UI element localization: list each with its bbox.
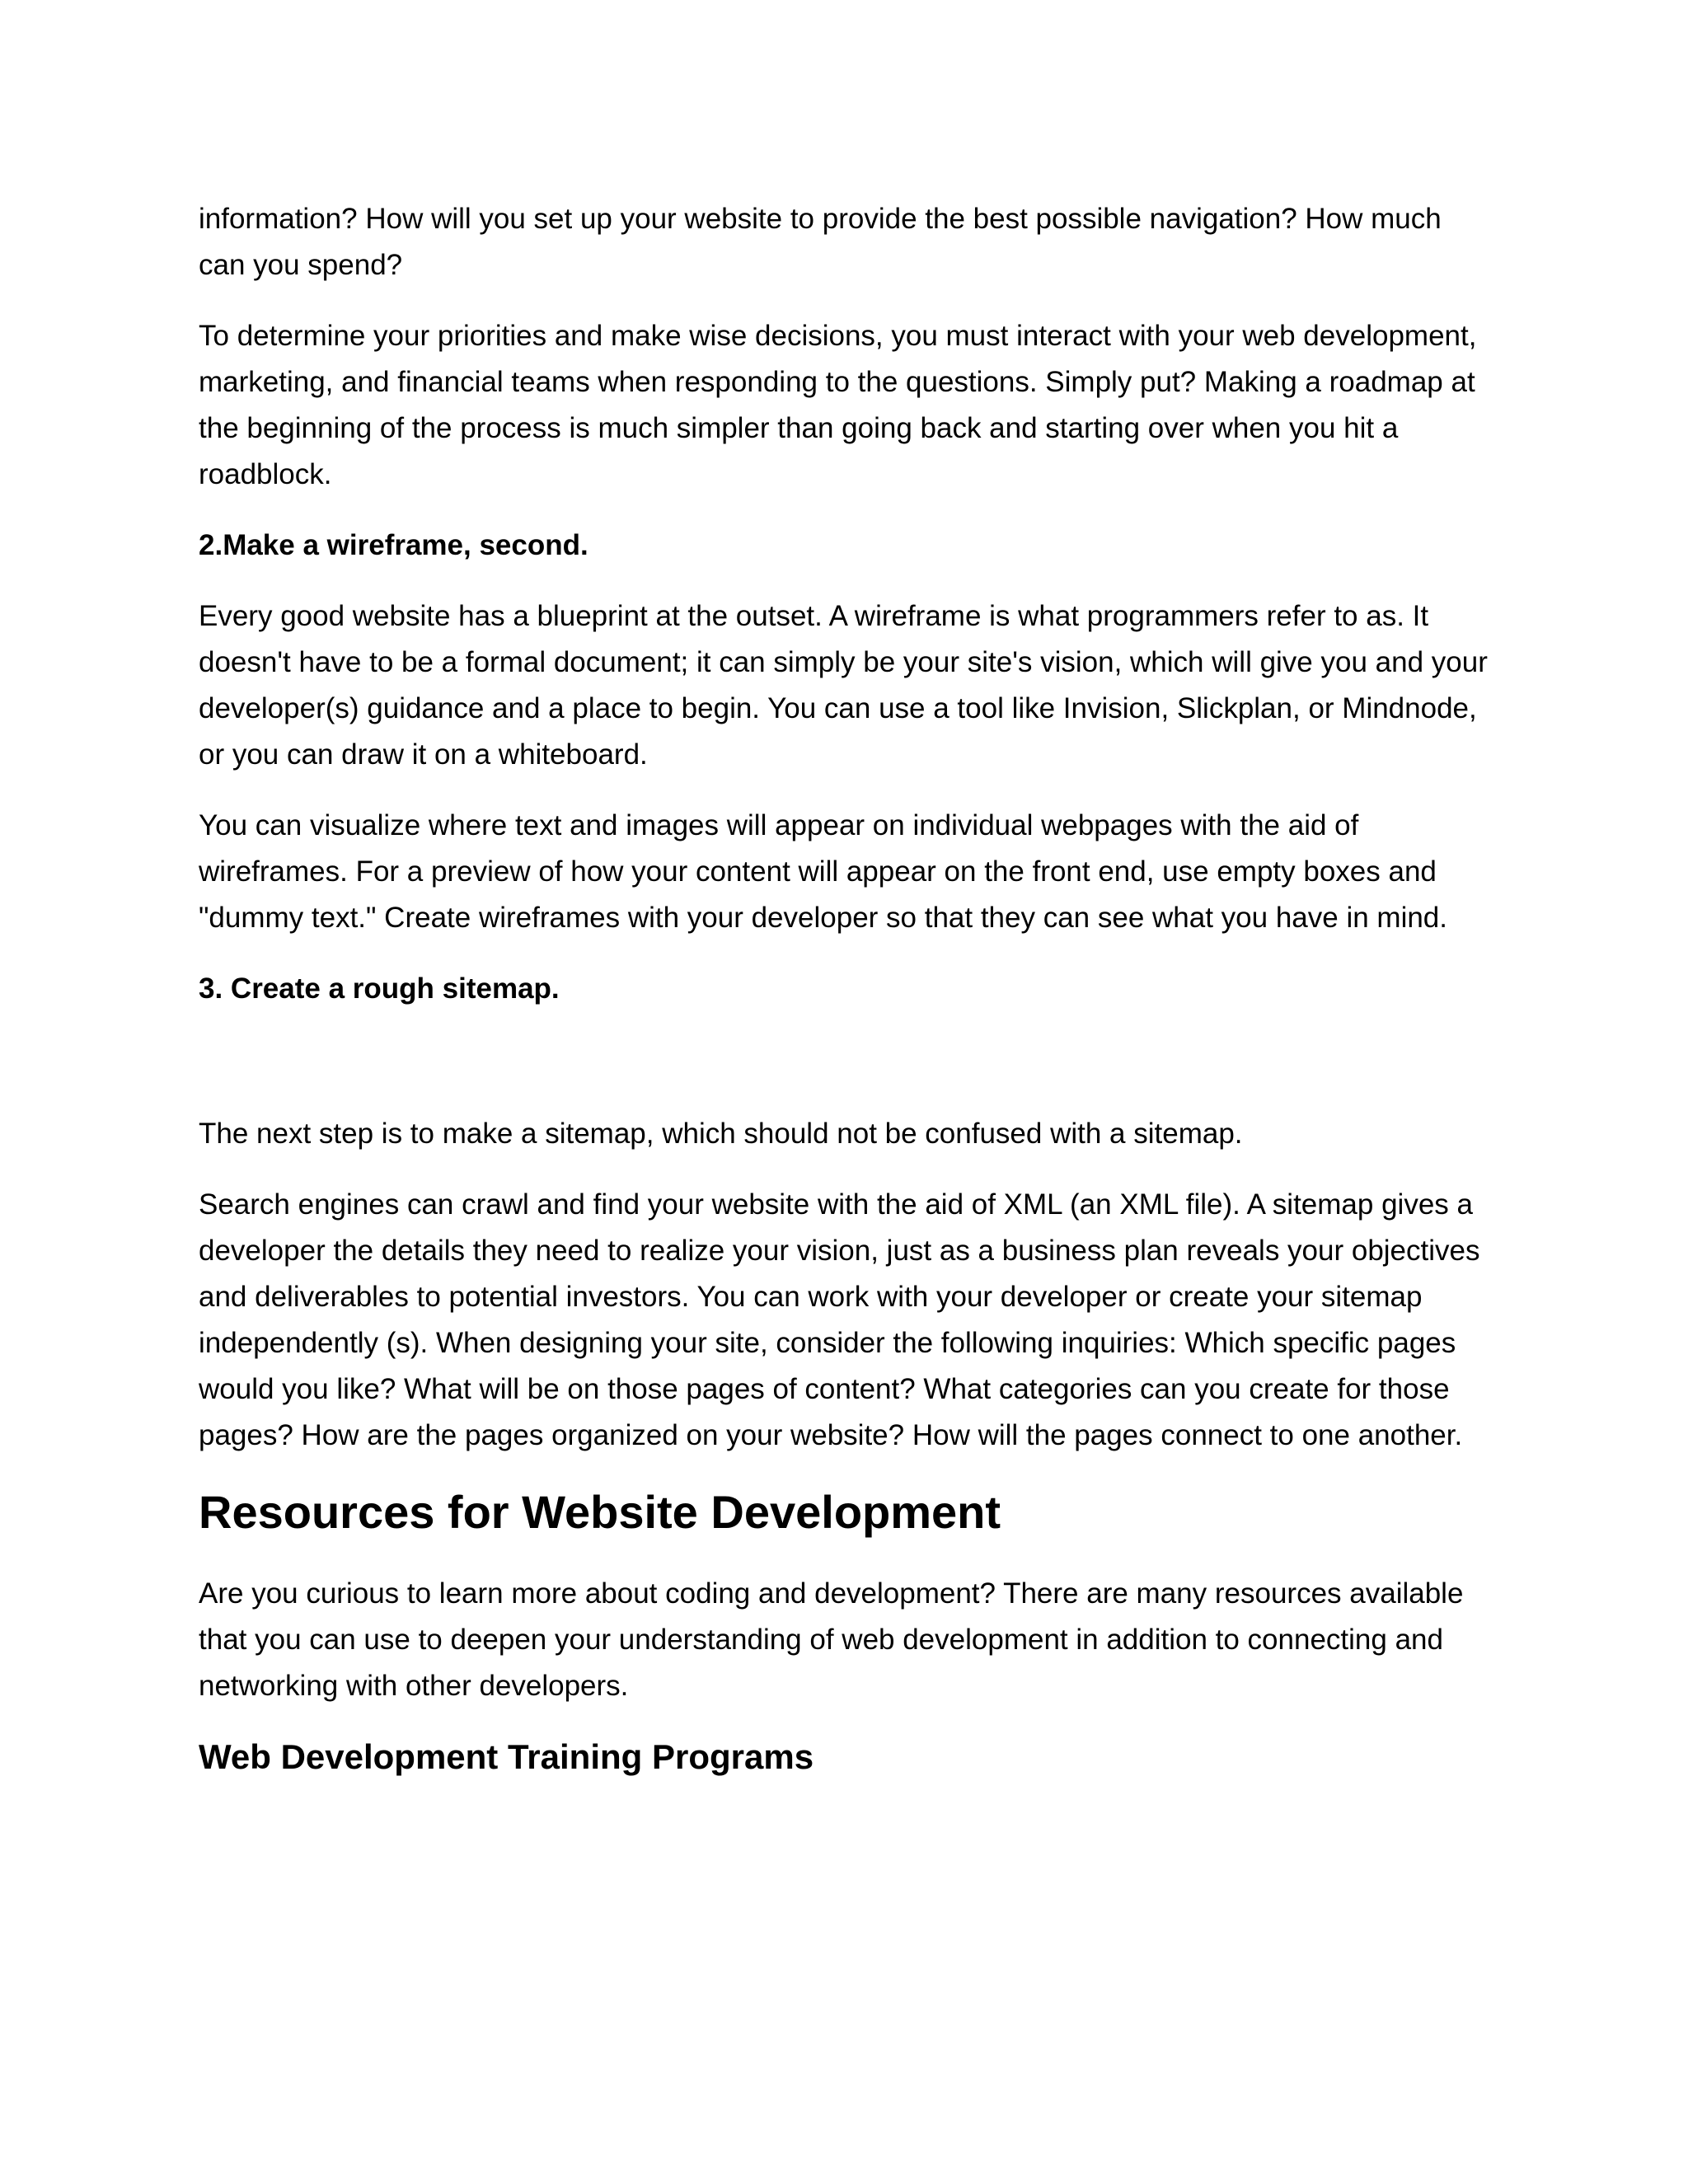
paragraph-priorities: To determine your priorities and make wise decisions, you must interact with your web development, marketing, and financial teams when responding to the questions. Simply put? Making a roadmap at the beginning of the process is much simpler than going back and starting over when you hit a roadblock. [199,320,1477,490]
paragraph-search-engines: Search engines can crawl and find your website with the aid of XML (an XML file). A sitemap gives a developer the details they need to realize your vision, just as a business plan reveals your objectives and deliverables to potential investors. You can work with your developer or create your sitemap independently (s). When designing your site, consider the following inquiries: Which specific pages would you like? What will be on those pages of content? What categories can you create for those pages? How are the pages organized on your website? How will the pages connect to one another. [199,1188,1480,1451]
paragraph-wireframes: You can visualize where text and images will appear on individual webpages with the aid of wireframes. For a preview of how your content will appear on the front end, use empty boxes and "dummy text." Create wireframes with your developer so that they can see what you have in mind. [199,809,1447,934]
paragraph-blueprint: Every good website has a blueprint at the outset. A wireframe is what programmers refer to as. It doesn't have to be a formal document; it can simply be your site's vision, which will give you and your developer(s) guidance and a place to begin. You can use a tool like Invision, Slickplan, or Mindnode, or you can draw it on a whiteboard. [199,600,1488,771]
heading-step-3: 3. Create a rough sitemap. [199,972,560,1005]
document-body [199,196,1493,1780]
paragraph-next-step: The next step is to make a sitemap, which should not be confused with a sitemap. [199,1118,1243,1150]
heading-step-2: 2.Make a wireframe, second. [199,529,588,561]
section-heading-resources: Resources for Website Development [199,1486,1001,1538]
paragraph-navigation-budget: information? How will you set up your website to provide the best possible navigation? How much can you spend? [199,203,1442,281]
subsection-heading-training: Web Development Training Programs [199,1737,814,1776]
paragraph-resources: Are you curious to learn more about coding and development? There are many resources available that you can use to deepen your understanding of web development in addition to connecting and networking with other developers. [199,1577,1464,1702]
